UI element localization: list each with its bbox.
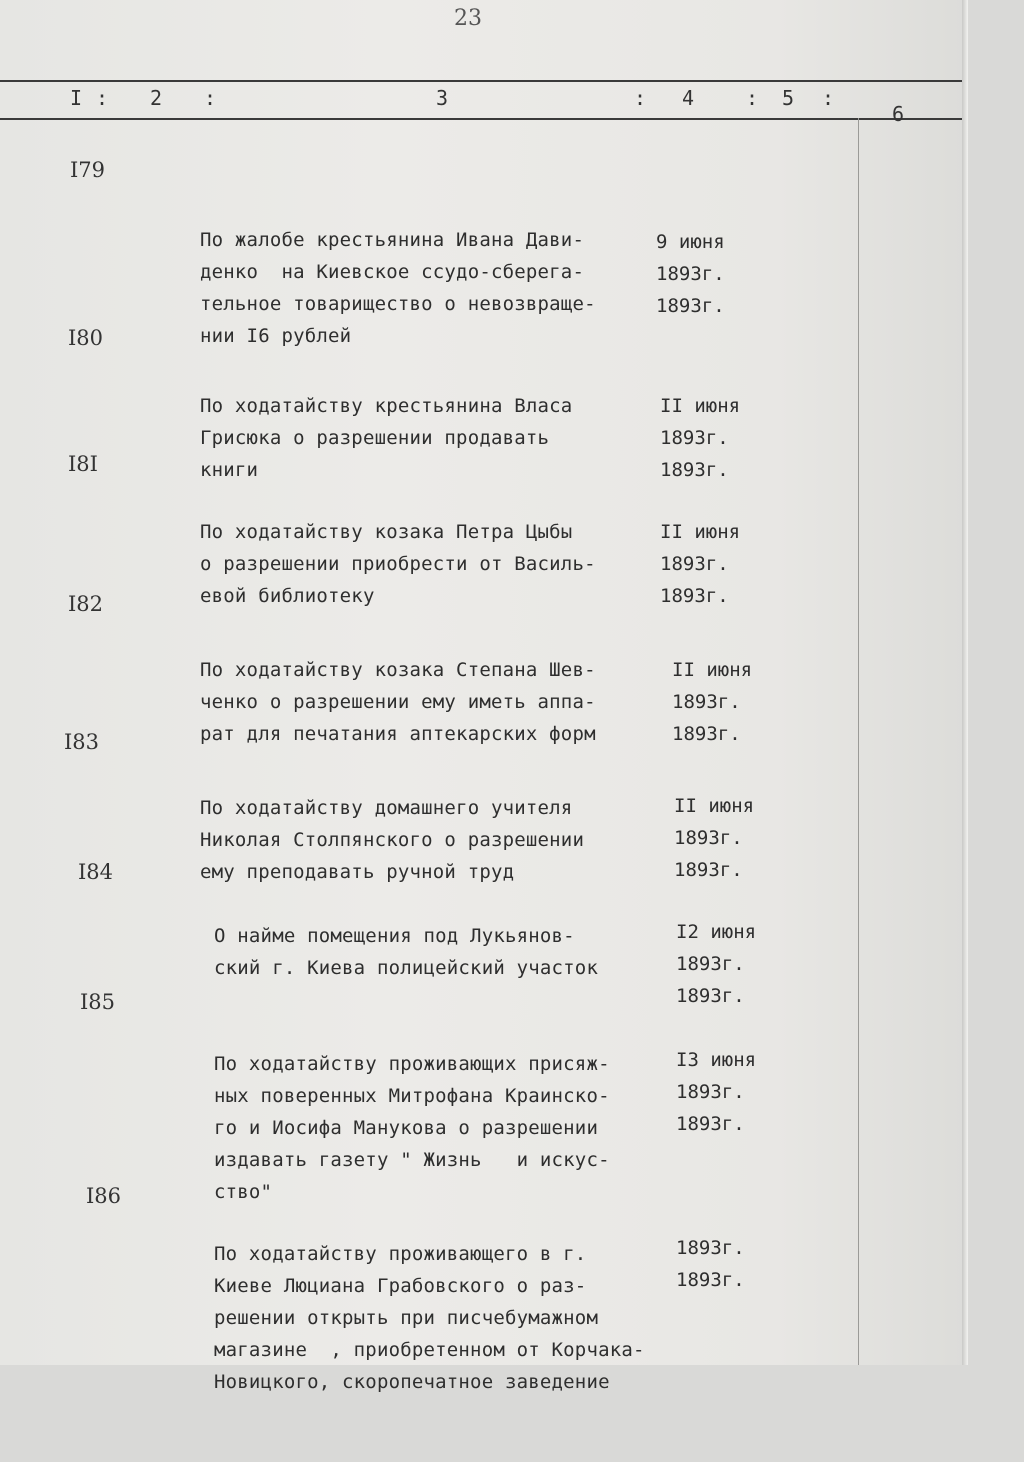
header-col-3: 3 [436, 86, 449, 110]
entry-dates: 1893г. 1893г. [676, 1237, 745, 1291]
entry-description: По жалобе крестьянина Ивана Дави- денко на Киевское ссудо-сберега- тельное товарищество о невозвраще- нии I6 рублей [200, 229, 596, 347]
header-col-6: 6 [892, 102, 905, 126]
entry-dates: I3 июня 1893г. 1893г. [676, 1049, 757, 1135]
entry-number: I79 [70, 158, 106, 182]
page-edge [962, 0, 968, 1365]
header-col-5: 5 [782, 86, 795, 110]
entry-dates: I2 июня 1893г. 1893г. [676, 921, 757, 1007]
entry-number: I83 [64, 730, 100, 754]
column-divider [858, 118, 859, 1365]
entry-description: По ходатайству проживающего в г. Киеве Люциана Грабовского о раз- решении открыть при писчебумажном магазине , приобретенном от Корчака- Новицкого, скоропечатное заведение [214, 1243, 645, 1393]
entry-dates: II июня 1893г. 1893г. [660, 521, 741, 607]
entry-dates: II июня 1893г. 1893г. [674, 795, 755, 881]
header-sep: : [204, 86, 217, 110]
entry-dates: II июня 1893г. 1893г. [672, 659, 753, 745]
entry-number: I80 [68, 326, 104, 350]
entry-dates: 9 июня 1893г. 1893г. [656, 231, 725, 317]
header-col-1: I [70, 86, 83, 110]
entry-number: I84 [78, 860, 114, 884]
entry-number: I8I [68, 452, 98, 476]
entry-dates: II июня 1893г. 1893г. [660, 395, 741, 481]
entry-description: По ходатайству крестьянина Власа Грисюка о разрешении продавать книги [200, 395, 573, 481]
page-number: 23 [454, 6, 482, 31]
entry-description: О найме помещения под Лукьянов- ский г. Киева полицейский участок [214, 925, 599, 979]
header-bottom-rule [0, 118, 962, 120]
header-sep: : [96, 86, 109, 110]
entry-description: По ходатайству проживающих присяж- ных поверенных Митрофана Краинско- го и Иосифа Манукова о разрешении издавать газету " Жизнь и искус- ство" [214, 1053, 610, 1203]
entry-number: I86 [86, 1184, 122, 1208]
header-col-2: 2 [150, 86, 163, 110]
entry-description: По ходатайству домашнего учителя Николая Столпянского о разрешении ему преподавать ручной труд [200, 797, 585, 883]
entry-description: По ходатайству козака Степана Шев- ченко о разрешении ему иметь аппа- рат для печатания аптекарских форм [200, 659, 596, 745]
entry-number: I82 [68, 592, 104, 616]
entry-description: По ходатайству козака Петра Цыбы о разрешении приобрести от Василь- евой библиотеку [200, 521, 596, 607]
header-top-rule [0, 80, 962, 82]
header-sep: : [634, 86, 647, 110]
header-sep: : [746, 86, 759, 110]
header-sep: : [822, 86, 835, 110]
entry-number: I85 [80, 990, 116, 1014]
header-col-4: 4 [682, 86, 695, 110]
